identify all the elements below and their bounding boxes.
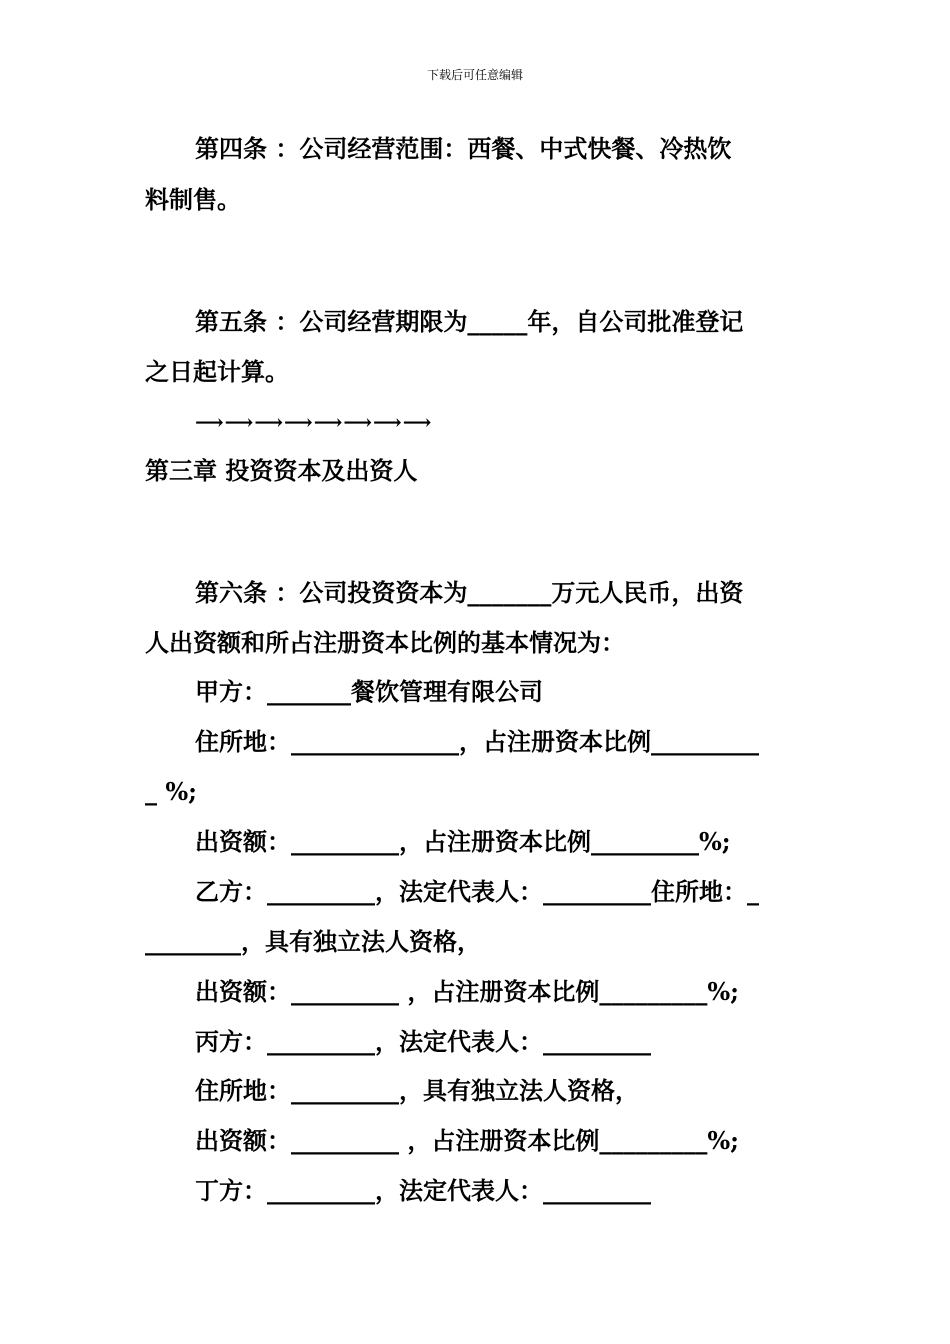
party-c-line: 丙方：_________，法定代表人：_________ <box>195 1027 651 1056</box>
header-note: 下载后可任意编辑 <box>426 68 523 82</box>
party-a-line: 甲方：_______餐饮管理有限公司 <box>195 677 543 706</box>
article-6-line-1: 第六条 ：公司投资资本为_______万元人民币，出资 <box>195 578 744 607</box>
party-a-address-line-cont: _ %; <box>145 777 198 806</box>
party-d-line: 丁方：_________，法定代表人：_________ <box>195 1176 651 1205</box>
party-b-line-cont: ________，具有独立法人资格， <box>145 927 481 956</box>
article-5-line-1: 第五条 ：公司经营期限为_____年，自公司批准登记 <box>195 307 744 336</box>
party-c-address-line: 住所地：_________，具有独立法人资格， <box>195 1076 639 1105</box>
decorative-arrow-line: ⟶⟶⟶⟶⟶⟶⟶⟶ <box>195 410 433 434</box>
party-a-capital-line: 出资额：_________，占注册资本比例_________%; <box>195 827 731 856</box>
article-5-line-2: 之日起计算。 <box>145 357 289 386</box>
party-a-address-line: 住所地：______________，占注册资本比例_________ <box>195 727 759 756</box>
article-4-line-2: 料制售。 <box>145 185 241 214</box>
chapter-3-heading: 第三章 投资资本及出资人 <box>145 456 418 485</box>
party-b-capital-line: 出资额：_________ ，占注册资本比例_________%; <box>195 977 740 1006</box>
party-c-capital-line: 出资额：_________ ，占注册资本比例_________%; <box>195 1126 740 1155</box>
article-6-line-2: 人出资额和所占注册资本比例的基本情况为： <box>145 628 625 657</box>
party-b-line: 乙方：_________，法定代表人：_________住所地：_ <box>195 877 759 906</box>
article-4-line-1: 第四条 ：公司经营范围：西餐、中式快餐、冷热饮 <box>195 134 732 163</box>
